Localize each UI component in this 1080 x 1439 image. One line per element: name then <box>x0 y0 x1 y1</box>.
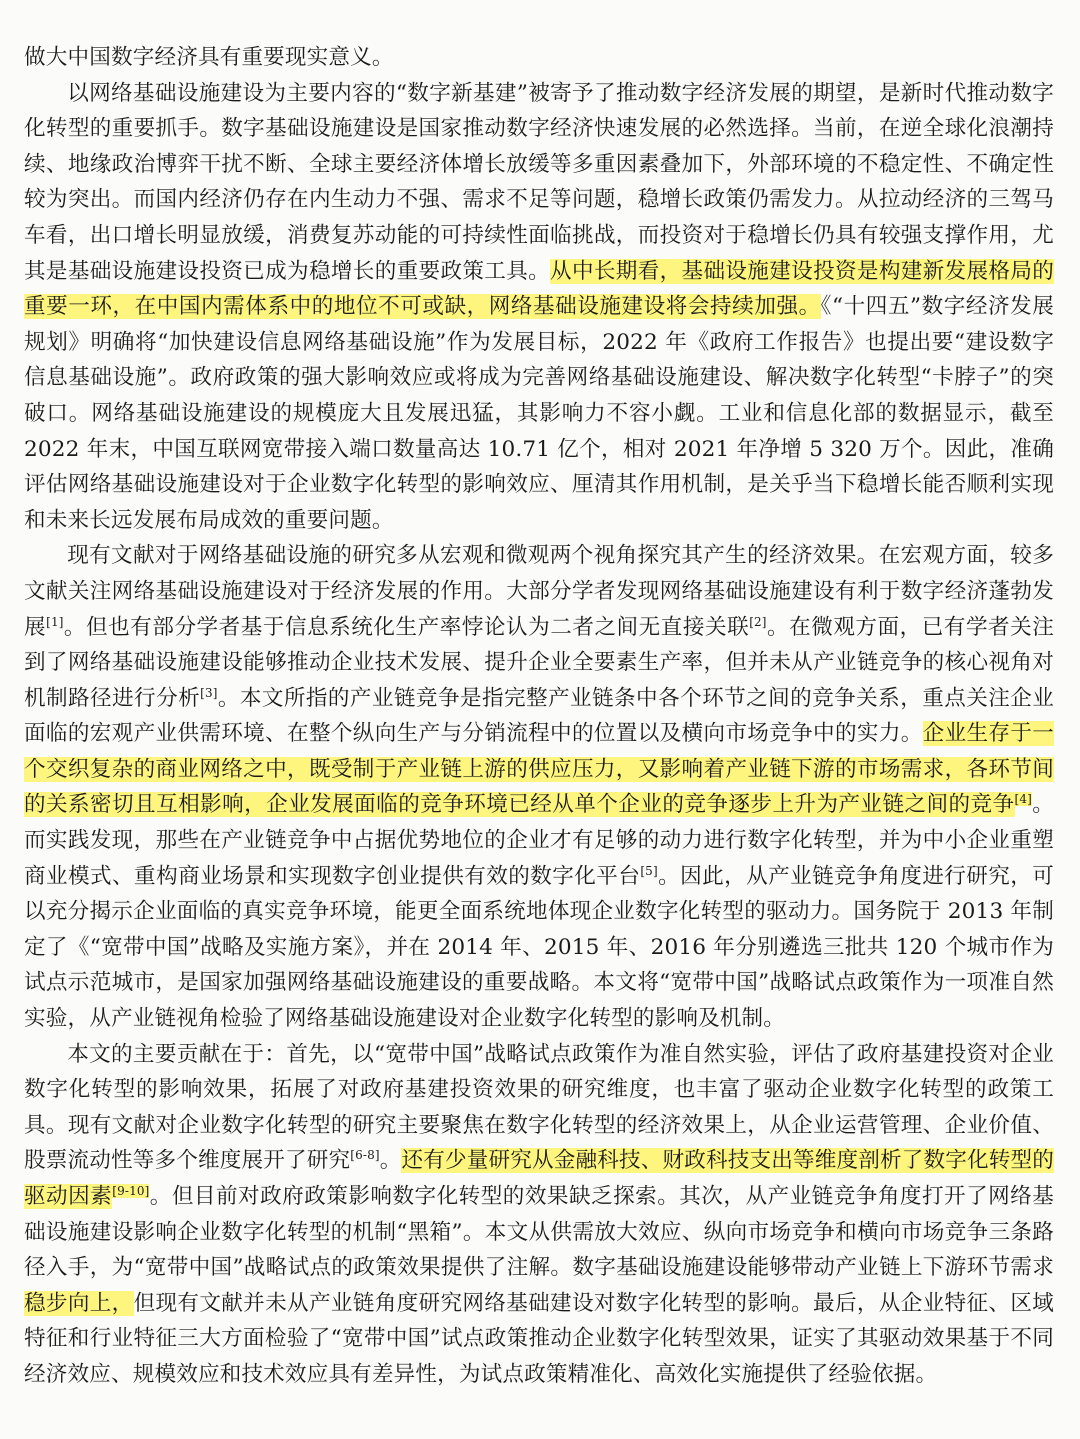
text-run: 但现有文献并未从产业链角度研究网络基础建设对数字化转型的影响。最后，从企业特征、区域特征和行业特征三大方面检验了“宽带中国”试点政策推动企业数字化转型效果，证实了其驱动效果基于不同经济效应、规模效应和技术效应具有差异性，为试点政策精准化、高效化实施提供了经验依据。 <box>24 1290 1054 1387</box>
citation: [2] <box>749 614 767 629</box>
text-run: 。但也有部分学者基于信息系统化生产率悖论认为二者之间无直接关联 <box>63 614 750 640</box>
text-run: 。 <box>379 1148 402 1174</box>
citation: [5] <box>640 863 658 878</box>
highlighted-text: 企业生存于一个交织复杂的商业网络之中，既受制于产业链上游的供应压力，又影响着产业链下游的市场需求，各环节间的关系密切且互相影响，企业发展面临的竞争环境已经从单个企业的竞争逐步上升为产业链之间的竞争 <box>24 721 1054 818</box>
body-text <box>24 40 1054 1393</box>
paragraph <box>24 538 1054 1036</box>
highlighted-text: 还有少量研究从金融科技、财政科技支出等维度剖析了数字化转型的驱动因素 <box>24 1148 1054 1209</box>
citation: [6-8] <box>350 1148 380 1163</box>
text-run: 。在微观方面，已有学者关注到了网络基础设施建设能够推动企业技术发展、提升企业全要素生产率，但并未从产业链竞争的核心视角对机制路径进行分析 <box>24 614 1055 711</box>
text-run: 。本文所指的产业链竞争是指完整产业链条中各个环节之间的竞争关系，重点关注企业面临的宏观产业供需环境、在整个纵向生产与分销流程中的位置以及横向市场竞争中的实力。 <box>24 685 1055 747</box>
highlighted-text: 稳步向上， <box>24 1290 134 1316</box>
text-run: 本文的主要贡献在于：首先，以“宽带中国”战略试点政策作为准自然实验，评估了政府基建投资对企业数字化转型的影响效果，拓展了对政府基建投资效果的研究维度，也丰富了驱动企业数字化转型的政策工具。现有文献对企业数字化转型的研究主要聚焦在数字化转型的经济效果上，从企业运营管理、企业价值、股票流动性等多个维度展开了研究 <box>24 1041 1054 1174</box>
citation: [4] <box>1014 792 1032 807</box>
highlighted-text: 从中长期看，基础设施建设投资是构建新发展格局的重要一环，在中国内需体系中的地位不可或缺，网络基础设施建设将会持续加强。 <box>24 258 1054 320</box>
text-run: 。而实践发现，那些在产业链竞争中占据优势地位的企业才有足够的动力进行数字化转型，并为中小企业重塑商业模式、重构商业场景和实现数字创业提供有效的数字化平台 <box>24 792 1054 889</box>
paragraph <box>24 76 1054 539</box>
citation: [3] <box>200 685 218 700</box>
citation: [1] <box>46 614 64 629</box>
text-run: 。但目前对政府政策影响数字化转型的效果缺乏探索。其次，从产业链竞争角度打开了网络基础设施建设影响企业数字化转型的机制“黑箱”。本文从供需放大效应、纵向市场竞争和横向市场竞争三条路径入手，为“宽带中国”战略试点的政策效果提供了注解。数字基础设施建设能够带动产业链上下游环节需求 <box>24 1184 1054 1281</box>
text-run: 以网络基础设施建设为主要内容的“数字新基建”被寄予了推动数字经济发展的期望，是新时代推动数字化转型的重要抓手。数字基础设施建设是国家推动数字经济快速发展的必然选择。当前，在逆全球化浪潮持续、地缘政治博弈干扰不断、全球主要经济体增长放缓等多重因素叠加下，外部环境的不稳定性、不确定性较为突出。而国内经济仍存在内生动力不强、需求不足等问题，稳增长政策仍需发力。从拉动经济的三驾马车看，出口增长明显放缓，消费复苏动能的可持续性面临挑战，而投资对于稳增长仍具有较强支撑作用，尤其是基础设施建设投资已成为稳增长的重要政策工具。 <box>24 80 1054 284</box>
text-run: 现有文献对于网络基础设施的研究多从宏观和微观两个视角探究其产生的经济效果。在宏观方面，较多文献关注网络基础设施建设对于经济发展的作用。大部分学者发现网络基础设施建设有利于数字经济蓬勃发展 <box>24 543 1054 640</box>
citation: [9-10] <box>112 1183 150 1198</box>
text-run: 。因此，从产业链竞争角度进行研究，可以充分揭示企业面临的真实竞争环境，能更全面系统地体现企业数字化转型的驱动力。国务院于 2013 年制定了《“宽带中国”战略及实施方案》，并在 2014 年、2015 年、2016 年分别遴选三批共 120 个城市作为试点示范城市，是国家加强网络基础设施建设的重要战略。本文将“宽带中国”战略试点政策作为一项准自然实验，从产业链视角检验了网络基础设施建设对企业数字化转型的影响及机制。 <box>24 863 1055 1032</box>
paragraph <box>24 40 1054 76</box>
paragraph <box>24 1037 1054 1393</box>
text-run: 做大中国数字经济具有重要现实意义。 <box>24 45 394 70</box>
text-run: 《“十四五”数字经济发展规划》明确将“加快建设信息网络基础设施”作为发展目标，2022 年《政府工作报告》也提出要“建设数字信息基础设施”。政府政策的强大影响效应或将成为完善网络基础设施建设、解决数字化转型“卡脖子”的突破口。网络基础设施建设的规模庞大且发展迅猛，其影响力不容小觑。工业和信息化部的数据显示，截至 2022 年末，中国互联网宽带接入端口数量高达 10.71 亿个，相对 2021 年净增 5 320 万个。因此，准确评估网络基础设施建设对于企业数字化转型的影响效应、厘清其作用机制，是关乎当下稳增长能否顺利实现和未来长远发展布局成效的重要问题。 <box>24 294 1054 533</box>
